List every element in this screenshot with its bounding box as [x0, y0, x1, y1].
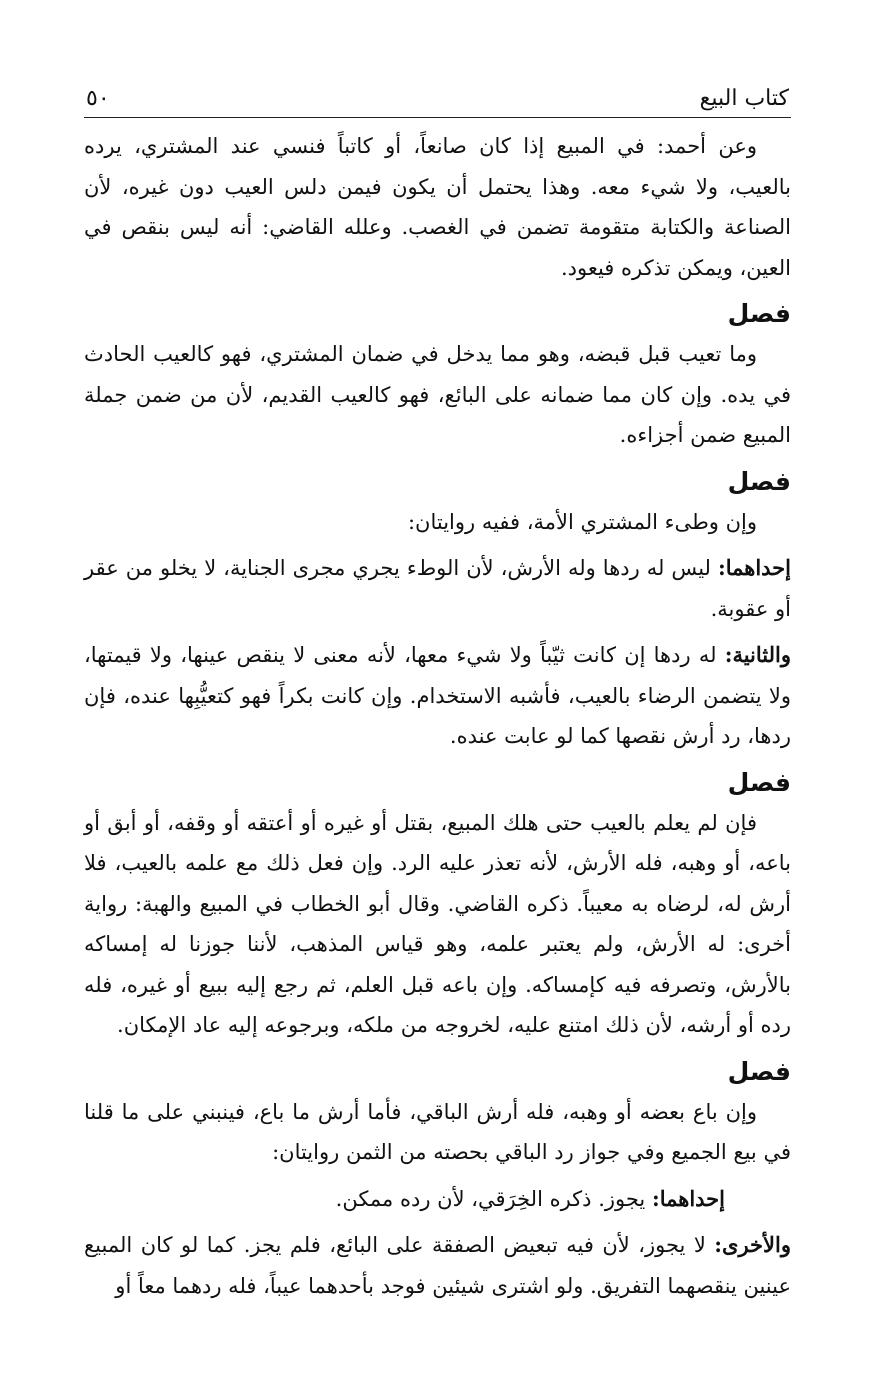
- paragraph-4-text: ليس له ردها وله الأرش، لأن الوطء يجري مجرى الجناية، لا يخلو من عقر أو عقوبة.: [84, 556, 791, 621]
- book-title: كتاب البيع: [699, 86, 789, 111]
- paragraph-2: وما تعيب قبل قبضه، وهو مما يدخل في ضمان المشتري، فهو كالعيب الحادث في يده. وإن كان مما ضمانه على البائع، فهو كالعيب القديم، لأن من ضمن جملة المبيع ضمن أجزاءه.: [84, 342, 791, 447]
- paragraph-1: وعن أحمد: في المبيع إذا كان صانعاً، أو كاتباً فنسي عند المشتري، يرده بالعيب، ولا شيء معه. وهذا يحتمل أن يكون فيمن دلس العيب دون غيره، لأن الصناعة والكتابة متقومة تضمن في الغصب. وعلله القاضي: أنه ليس بنقص في العين، ويمكن تذكره فيعود.: [84, 134, 791, 280]
- section-heading-3: فصل: [727, 767, 791, 797]
- section-heading-1: فصل: [727, 299, 791, 328]
- section-heading-2: فصل: [727, 466, 791, 496]
- paragraph-8-text: يجوز. ذكره الخِرَقي، لأن رده ممكن.: [335, 1186, 652, 1211]
- paragraph-9-lead: والأخرى:: [714, 1232, 791, 1257]
- paragraph-9-text: لا يجوز، لأن فيه تبعيض الصفقة على البائع، فلم يجز. كما لو كان المبيع عينين ينقصهما التفريق. ولو اشترى شيئين فوجد بأحدهما عيباً، فله ردهما معاً أو: [84, 1233, 791, 1298]
- page-number: ٥٠: [86, 86, 110, 111]
- running-header: [84, 74, 791, 118]
- page-body: [84, 126, 791, 1306]
- paragraph-3: وإن وطىء المشتري الأمة، ففيه روايتان:: [407, 509, 757, 534]
- paragraph-7: وإن باع بعضه أو وهبه، فله أرش الباقي، فأما أرش ما باع، فينبني على ما قلنا في بيع الجميع وفي جواز رد الباقي بحصته من الثمن روايتان:: [84, 1099, 791, 1164]
- paragraph-8-lead: إحداهما:: [651, 1185, 725, 1211]
- paragraph-8: [84, 1179, 791, 1220]
- paragraph-5: [84, 635, 791, 757]
- paragraph-6: فإن لم يعلم بالعيب حتى هلك المبيع، بقتل أو غيره أو أعتقه أو وقفه، أو أبق أو باعه، أو وهبه، فله الأرش، لأنه تعذر عليه الرد. وإن فعل ذلك مع علمه بالعيب، فلا أرش له، لرضاه به معيباً. ذكره القاضي. وقال أبو الخطاب في المبيع والهبة: رواية أخرى: له الأرش، ولم يعتبر علمه، وهو قياس المذهب، لأننا جوزنا له إمساكه بالأرش، وتصرفه فيه كإمساكه. وإن باعه قبل العلم، ثم رجع إليه ببيع أو غيره، فله رده أو أرشه، لأن ذلك امتنع عليه، لخروجه من ملكه، وبرجوعه إليه عاد الإمكان.: [84, 810, 791, 1037]
- paragraph-4-lead: إحداهما:: [717, 555, 791, 580]
- paragraph-5-text: له ردها إن كانت ثيّباً ولا شيء معها، لأنه معنى لا ينقص عينها، ولا قيمتها، ولا يتضمن الرضاء بالعيب، فأشبه الاستخدام. وإن كانت بكراً فهو كتعيُّبِها عنده، فإن ردها، رد أرش نقصها كما لو عابت عنده.: [84, 643, 791, 748]
- paragraph-4: [84, 548, 791, 629]
- paragraph-5-lead: والثانية:: [724, 642, 791, 667]
- section-heading-4: فصل: [727, 1056, 791, 1086]
- paragraph-9: [84, 1225, 791, 1306]
